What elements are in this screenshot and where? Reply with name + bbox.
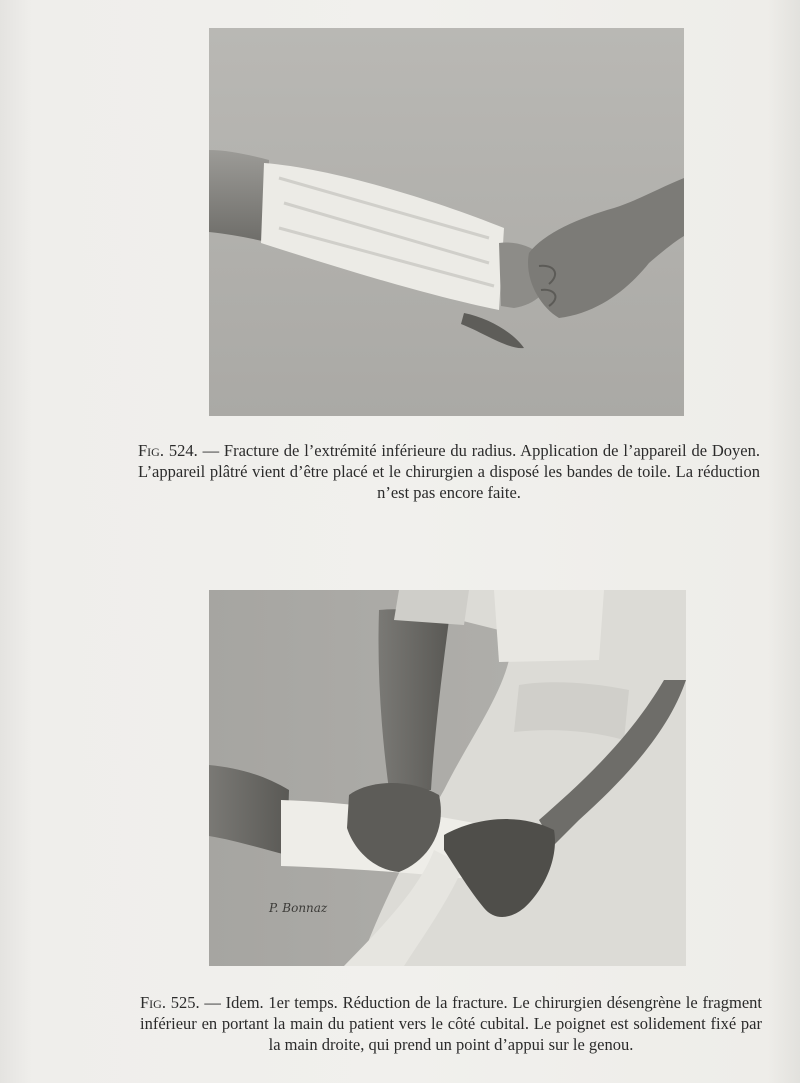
figure-524-caption [138,440,760,503]
figure-525-photo [209,590,686,966]
photo-signature: P. Bonnaz [269,901,328,915]
figure-525-label: Fig. 525. [140,993,200,1012]
figure-525-caption [140,992,762,1055]
figure-525-text: — Idem. 1er temps. Réduction de la fracture. Le chirurgien désengrène le fragment inférieur en portant la main du patient vers le côté cubital. Le poignet est solidement fixé par la main droite, qui prend un point d’appui sur le genou. [140,993,762,1054]
figure-524-photo [209,28,684,416]
figure-524-label: Fig. 524. [138,441,198,460]
figure-524-text: — Fracture de l’extrémité inférieure du radius. Application de l’appareil de Doyen. L’appareil plâtré vient d’être placé et le chirurgien a disposé les bandes de toile. La réduction n’est pas encore faite. [138,441,760,502]
